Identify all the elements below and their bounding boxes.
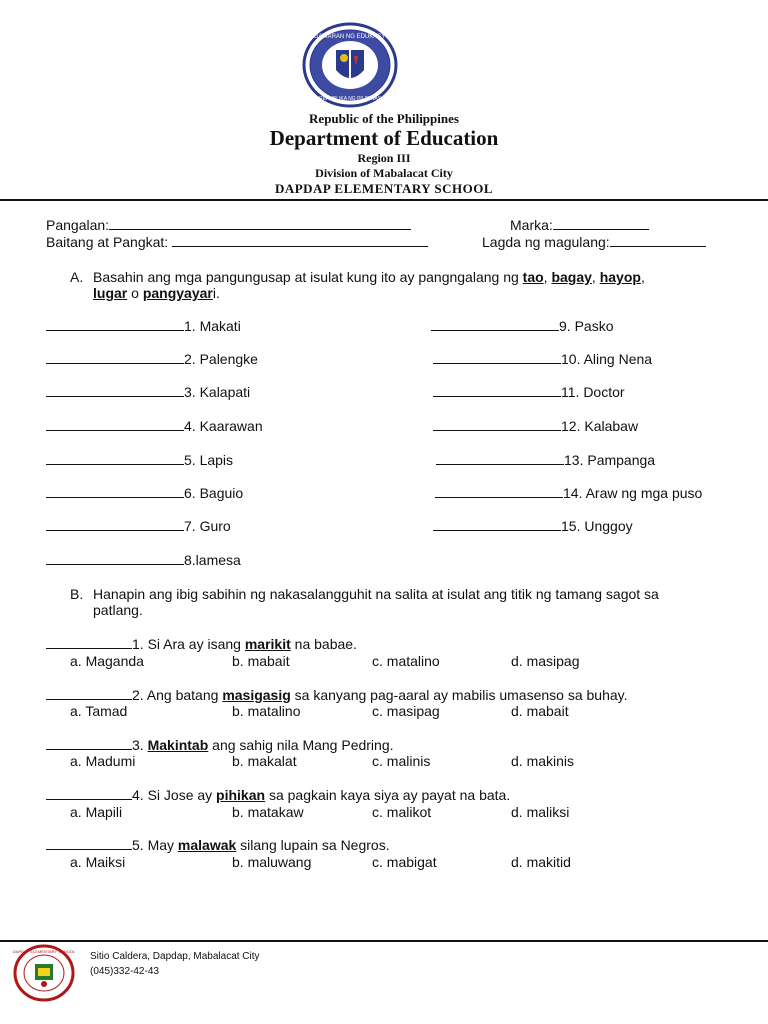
answer-item: 9. Pasko: [431, 318, 613, 334]
grade-blank[interactable]: [172, 234, 428, 247]
grade-label: Baitang at Pangkat:: [46, 234, 169, 250]
question-item: 5. May malawak silang lupain sa Negros.: [46, 837, 390, 853]
answer-item: 6. Baguio: [46, 485, 243, 501]
option-b: b. mabait: [232, 653, 290, 669]
option-a: a. Tamad: [70, 703, 128, 719]
option-a: a. Maganda: [70, 653, 144, 669]
part-a-instruction-line2: lugar o pangyayari.: [93, 285, 220, 301]
header-divider: [0, 199, 768, 201]
school-name: DAPDAP ELEMENTARY SCHOOL: [274, 181, 494, 196]
option-b: b. maluwang: [232, 854, 312, 870]
answer-blank[interactable]: [46, 518, 184, 531]
name-label: Pangalan:: [46, 217, 110, 233]
score-blank[interactable]: [553, 217, 649, 230]
answer-blank[interactable]: [46, 552, 184, 565]
answer-blank[interactable]: [433, 384, 561, 397]
answer-item: 13. Pampanga: [436, 452, 655, 468]
question-item: 1. Si Ara ay isang marikit na babae.: [46, 636, 357, 652]
seal-text-bottom: REPUBLIKA NG PILIPINAS: [319, 96, 381, 102]
option-c: c. malikot: [372, 804, 432, 820]
part-b-instruction-line1: Hanapin ang ibig sabihin ng nakasalangguhit na salita at isulat ang titik ng tamang sagot sa: [93, 586, 659, 602]
answer-blank[interactable]: [46, 737, 132, 750]
answer-item: 8.lamesa: [46, 552, 241, 568]
republic-line: Republic of the Philippines: [309, 111, 459, 126]
option-d: d. maliksi: [511, 804, 570, 820]
answer-blank[interactable]: [435, 485, 563, 498]
answer-item: 10. Aling Nena: [433, 351, 652, 367]
score-label: Marka:: [510, 217, 553, 233]
option-d: d. mabait: [511, 703, 569, 719]
answer-item: 7. Guro: [46, 518, 231, 534]
footer-address: Sitio Caldera, Dapdap, Mabalacat City: [90, 951, 260, 962]
department-title: Department of Education: [269, 126, 499, 150]
answer-blank[interactable]: [46, 687, 132, 700]
region-line: Region III: [357, 151, 411, 165]
option-a: a. Maiksi: [70, 854, 126, 870]
answer-item: 2. Palengke: [46, 351, 258, 367]
footer-divider: [0, 940, 768, 942]
answer-item: 11. Doctor: [433, 384, 625, 400]
answer-item: 14. Araw ng mga puso: [435, 485, 702, 501]
option-a: a. Madumi: [70, 753, 136, 769]
name-field: [46, 217, 411, 233]
answer-blank[interactable]: [46, 787, 132, 800]
school-logo-text: DAPDAP ELEMENTARY SCHOOL: [13, 949, 75, 954]
part-a-instruction-line1: Basahin ang mga pangungusap at isulat kung ito ay pangngalang ng tao, bagay, hayop,: [93, 269, 645, 285]
answer-blank[interactable]: [46, 485, 184, 498]
deped-seal: [300, 22, 400, 108]
option-c: c. masipag: [372, 703, 440, 719]
answer-item: 12. Kalabaw: [433, 418, 638, 434]
answer-blank[interactable]: [436, 452, 564, 465]
school-logo: [13, 944, 75, 1002]
answer-blank[interactable]: [46, 418, 184, 431]
question-item: 3. Makintab ang sahig nila Mang Pedring.: [46, 737, 394, 753]
division-line: Division of Mabalacat City: [315, 166, 453, 180]
answer-blank[interactable]: [46, 384, 184, 397]
answer-blank[interactable]: [431, 318, 559, 331]
option-d: d. makinis: [511, 753, 575, 769]
answer-item: 1. Makati: [46, 318, 241, 334]
question-item: 2. Ang batang masigasig sa kanyang pag-aaral ay mabilis umasenso sa buhay.: [46, 687, 628, 703]
name-blank[interactable]: [109, 217, 411, 230]
answer-item: 15. Unggoy: [433, 518, 633, 534]
option-d: d. masipag: [511, 653, 580, 669]
part-a-letter: A.: [70, 269, 84, 285]
option-c: c. mabigat: [372, 854, 437, 870]
option-c: c. malinis: [372, 753, 431, 769]
parent-sig-field: [482, 234, 706, 250]
answer-blank[interactable]: [46, 351, 184, 364]
part-b-letter: B.: [70, 586, 84, 602]
option-b: b. makalat: [232, 753, 297, 769]
grade-field: [46, 234, 428, 250]
option-d: d. makitid: [511, 854, 571, 870]
answer-item: 3. Kalapati: [46, 384, 250, 400]
answer-blank[interactable]: [46, 452, 184, 465]
answer-blank[interactable]: [46, 837, 132, 850]
answer-blank[interactable]: [433, 351, 561, 364]
parent-sig-label: Lagda ng magulang:: [482, 234, 610, 250]
score-field: [510, 217, 649, 233]
answer-blank[interactable]: [433, 518, 561, 531]
answer-blank[interactable]: [46, 636, 132, 649]
answer-blank[interactable]: [433, 418, 561, 431]
part-b-instruction-line2: patlang.: [93, 602, 143, 618]
option-b: b. matakaw: [232, 804, 304, 820]
parent-sig-blank[interactable]: [610, 234, 706, 247]
answer-blank[interactable]: [46, 318, 184, 331]
option-c: c. matalino: [372, 653, 440, 669]
option-a: a. Mapili: [70, 804, 123, 820]
footer-phone: (045)332-42-43: [90, 966, 159, 977]
option-b: b. matalino: [232, 703, 301, 719]
answer-item: 4. Kaarawan: [46, 418, 263, 434]
answer-item: 5. Lapis: [46, 452, 233, 468]
seal-text-top: KAGAWARAN NG EDUKASYON: [305, 34, 395, 40]
question-item: 4. Si Jose ay pihikan sa pagkain kaya siya ay payat na bata.: [46, 787, 510, 803]
